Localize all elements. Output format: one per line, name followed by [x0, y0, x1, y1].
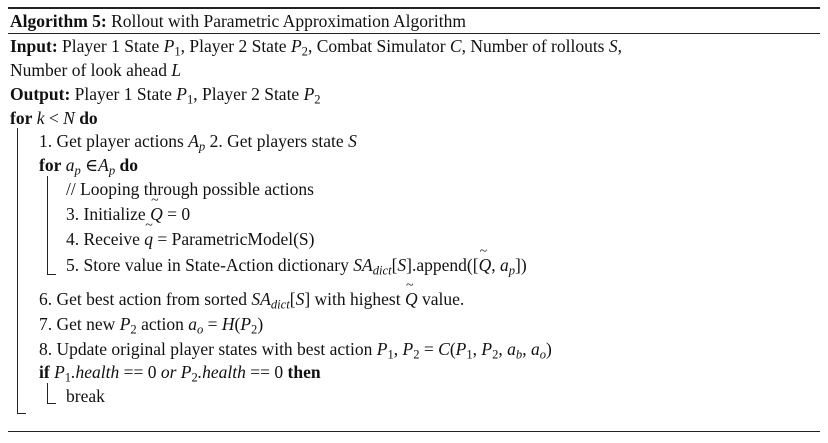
math-var: P: [290, 36, 302, 56]
keyword-do: do: [119, 155, 138, 175]
keyword-for: for: [39, 155, 62, 175]
keyword-if: if: [39, 362, 50, 382]
math-sub: 2: [191, 370, 198, 385]
algorithm-title: Rollout with Parametric Approximation Algorithm: [111, 11, 466, 31]
math-op: <: [44, 108, 64, 128]
step-5-line: [66, 253, 527, 277]
math-var: P: [481, 339, 493, 359]
comment-line: [66, 177, 314, 201]
math-var: SA: [251, 289, 271, 309]
math-var: .health: [71, 362, 120, 382]
output-text: , Player 2 State: [193, 84, 304, 104]
input-text: , Number of rollouts: [461, 36, 609, 56]
step-text: 7. Get new: [39, 314, 120, 334]
math-sub: b: [515, 347, 523, 362]
math-op: ∈: [80, 155, 99, 175]
algorithm-label: Algorithm 5:: [10, 11, 107, 31]
step-6-line: [39, 287, 464, 311]
math-op: == 0: [119, 362, 161, 382]
step-text: = ParametricModel(S): [152, 229, 315, 249]
bottom-rule: [8, 431, 820, 432]
math-var: N: [63, 108, 75, 128]
step-4-line: [66, 227, 314, 251]
if-block-end: [47, 403, 56, 404]
step-8-line: [39, 337, 552, 361]
step-text: ,: [491, 255, 500, 275]
input-text: Number of look ahead: [10, 60, 172, 80]
math-var: k: [36, 108, 45, 128]
math-var: S: [348, 131, 357, 151]
step-text: action: [136, 314, 189, 334]
math-var: or: [160, 362, 177, 382]
math-var: SA: [353, 255, 373, 275]
input-text: ,: [617, 36, 622, 56]
input-text: , Player 2 State: [180, 36, 291, 56]
step-text: (: [234, 314, 241, 334]
step-text: ): [546, 339, 552, 359]
step-text: 1. Get player actions: [39, 131, 189, 151]
break-line: [66, 384, 105, 408]
algorithm-caption: [10, 9, 466, 33]
math-var: P: [119, 314, 131, 334]
math-var: C: [438, 339, 450, 359]
math-var: H: [221, 314, 235, 334]
math-var: a: [530, 339, 540, 359]
step-text: [: [391, 255, 398, 275]
math-var: ~ q: [144, 227, 153, 251]
inner-block-end: [47, 274, 56, 275]
math-var: .health: [197, 362, 246, 382]
step-1-line: [39, 129, 357, 153]
if-line: [39, 360, 321, 384]
input-text: Player 1 State: [62, 36, 164, 56]
math-sub: 2: [251, 322, 258, 337]
outer-block-bar: [17, 128, 18, 414]
math-sub: dict: [372, 263, 392, 278]
keyword-do: do: [79, 108, 98, 128]
math-var: ~ Q: [405, 287, 418, 311]
input-text: , Combat Simulator: [307, 36, 450, 56]
math-sub: p: [198, 139, 206, 154]
math-var: P: [240, 314, 252, 334]
math-var: ~ Q: [150, 202, 163, 226]
math-sub: o: [196, 322, 204, 337]
keyword-then: then: [287, 362, 321, 382]
math-var: a: [507, 339, 516, 359]
math-var: P: [376, 339, 388, 359]
if-block-bar: [47, 383, 48, 404]
math-sub: p: [508, 263, 515, 278]
math-sub: 1: [186, 92, 194, 107]
output-keyword: Output:: [10, 84, 71, 104]
output-text: Player 1 State: [74, 84, 177, 104]
step-text: ): [257, 314, 264, 334]
step-text: ,: [472, 339, 482, 359]
math-sub: 1: [174, 44, 181, 59]
step-text: ]): [515, 255, 527, 275]
math-var: S: [397, 255, 407, 275]
math-var: S: [295, 289, 305, 309]
step-text: 8. Update original player states with best action: [39, 339, 377, 359]
math-var: P: [455, 339, 467, 359]
step-text: ,: [393, 339, 403, 359]
step-text: (: [449, 339, 456, 359]
step-text: 4. Receive: [66, 229, 145, 249]
math-var: P: [303, 84, 315, 104]
step-text: [: [289, 289, 296, 309]
comment-text: // Looping through possible actions: [66, 179, 314, 199]
for-outer-line: [10, 106, 98, 130]
math-sub: 2: [314, 92, 321, 107]
math-var: a: [65, 155, 75, 175]
math-var: a: [499, 255, 509, 275]
step-7-line: [39, 312, 263, 336]
math-sub: 1: [466, 347, 473, 362]
math-var: C: [449, 36, 462, 56]
step-text: 5. Store value in State-Action dictionary: [66, 255, 354, 275]
math-var: a: [188, 314, 197, 334]
math-var: A: [98, 155, 109, 175]
keyword-for: for: [10, 108, 33, 128]
step-text: 6. Get best action from sorted: [39, 289, 252, 309]
math-var: P: [163, 36, 175, 56]
input-keyword: Input:: [10, 36, 58, 56]
math-op: == 0: [245, 362, 288, 382]
math-var: ~ Q: [479, 253, 492, 277]
step-text: = 0: [162, 204, 191, 224]
step-text: 2. Get players state: [205, 131, 349, 151]
math-sub: o: [539, 347, 546, 362]
math-var: P: [176, 84, 187, 104]
math-sub: 2: [413, 347, 420, 362]
step-text: ] with highest: [304, 289, 405, 309]
break-text: break: [66, 386, 105, 406]
math-sub: dict: [270, 297, 290, 312]
step-text: ].append([: [406, 255, 479, 275]
step-text: value.: [417, 289, 465, 309]
math-var: P: [54, 362, 65, 382]
outer-block-end: [17, 413, 26, 414]
math-sub: 2: [492, 347, 499, 362]
math-sub: p: [74, 163, 81, 178]
math-sub: 1: [387, 347, 394, 362]
step-text: =: [419, 339, 439, 359]
input-line-2: [10, 58, 181, 82]
math-var: L: [171, 60, 182, 80]
math-sub: 2: [130, 322, 137, 337]
step-text: =: [203, 314, 222, 334]
math-sub: p: [108, 163, 116, 178]
step-3-line: [66, 202, 190, 226]
step-text: ,: [498, 339, 508, 359]
math-var: S: [608, 36, 618, 56]
output-line: [10, 82, 321, 106]
math-var: A: [188, 131, 199, 151]
math-sub: 2: [301, 44, 308, 59]
math-var: P: [176, 362, 192, 382]
step-text: 3. Initialize: [66, 204, 151, 224]
step-text: ,: [522, 339, 531, 359]
input-line-1: [10, 34, 622, 58]
inner-block-bar: [47, 176, 48, 275]
for-inner-line: [39, 153, 138, 177]
math-var: P: [402, 339, 414, 359]
math-sub: 1: [64, 370, 72, 385]
